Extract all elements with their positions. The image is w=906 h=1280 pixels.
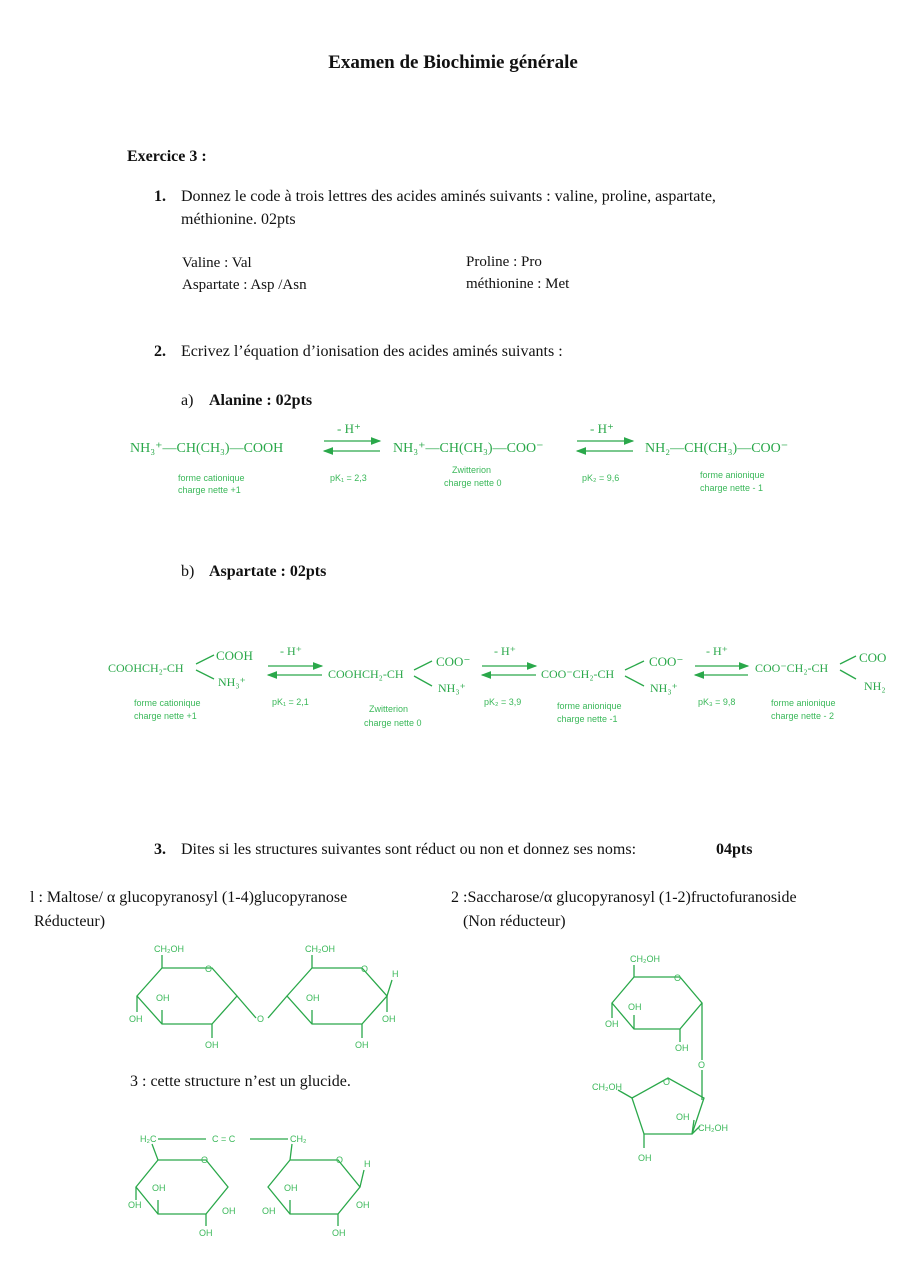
alanine-arrow-label-2: - H⁺ bbox=[590, 421, 614, 436]
structure-label: OH bbox=[356, 1200, 370, 1210]
question-3-number: 3. bbox=[154, 841, 166, 858]
exercise-heading: Exercice 3 : bbox=[127, 148, 207, 165]
structure-label: C = C bbox=[212, 1134, 236, 1144]
structure-label: charge nette 0 bbox=[364, 718, 422, 728]
structure-label: OH bbox=[332, 1228, 346, 1238]
page-title: Examen de Biochimie générale bbox=[328, 52, 578, 73]
structure-label: OH bbox=[676, 1112, 690, 1122]
alanine-ionisation-scheme bbox=[130, 421, 788, 495]
alanine-caption-cation-2: charge nette +1 bbox=[178, 485, 241, 495]
alanine-label: Alanine : 02pts bbox=[209, 392, 313, 409]
structure-label: O bbox=[201, 1155, 209, 1165]
structure-label: OH bbox=[638, 1153, 652, 1163]
structure-label: charge nette -1 bbox=[557, 714, 618, 724]
alanine-equilibrium-arrow-2 bbox=[577, 441, 633, 451]
structure-label: COOHCH₂-CH bbox=[108, 661, 184, 675]
structure-label: OH bbox=[262, 1206, 276, 1216]
structure-label: OH bbox=[199, 1228, 213, 1238]
structure-label: OH bbox=[605, 1019, 619, 1029]
structure-label: OH bbox=[205, 1040, 219, 1050]
structure-label: OH bbox=[129, 1014, 143, 1024]
structure-label: forme anionique bbox=[557, 701, 622, 711]
structure-label: OH bbox=[128, 1200, 142, 1210]
alanine-species-zwitterion: NH₃⁺—CH(CH₃)—COO⁻ bbox=[393, 441, 544, 456]
structure-label: OH bbox=[222, 1206, 236, 1216]
alanine-equilibrium-arrow-1 bbox=[324, 441, 380, 451]
structure-2-reducing: (Non réducteur) bbox=[463, 913, 566, 930]
structure-label: COO⁻CH₂-CH bbox=[541, 667, 615, 681]
structure-label: OH bbox=[382, 1014, 396, 1024]
structure-label: - H⁺ bbox=[494, 644, 516, 658]
structure-2-name: 2 :Saccharose/α glucopyranosyl (1-2)fructofuranoside bbox=[451, 889, 797, 906]
structure-label: H bbox=[364, 1159, 371, 1169]
structure-label: charge nette +1 bbox=[134, 711, 197, 721]
question-2-number: 2. bbox=[154, 343, 166, 360]
structure-label: - H⁺ bbox=[706, 644, 728, 658]
structure-1-reducing: Réducteur) bbox=[34, 913, 106, 930]
alanine-pk1: pK₁ = 2,3 bbox=[330, 473, 367, 483]
structure-label: CH₂OH bbox=[698, 1123, 728, 1133]
structure-3-drawing bbox=[128, 1134, 371, 1238]
structure-label: OH bbox=[355, 1040, 369, 1050]
structure-label: O bbox=[674, 973, 682, 983]
structure-label: CH₂OH bbox=[630, 954, 660, 964]
alanine-prefix: a) bbox=[181, 392, 194, 409]
aspartate-ionisation-scheme bbox=[108, 644, 886, 728]
alanine-species-cation: NH₃⁺—CH(CH₃)—COOH bbox=[130, 441, 284, 456]
structure-label: COO⁻ bbox=[436, 654, 471, 669]
structure-label: NH₃⁺ bbox=[650, 681, 678, 695]
structure-label: OH bbox=[284, 1183, 298, 1193]
alanine-caption-anion-1: forme anionique bbox=[700, 470, 765, 480]
structure-label: pK₂ = 3,9 bbox=[484, 697, 522, 707]
structure-label: COO⁻ bbox=[649, 654, 684, 669]
structure-label: COOH bbox=[216, 648, 253, 663]
alanine-caption-zwitterion-1: Zwitterion bbox=[452, 465, 492, 475]
alanine-pk2: pK₂ = 9,6 bbox=[582, 473, 620, 483]
question-3-points: 04pts bbox=[716, 841, 753, 858]
maltose-structure bbox=[129, 944, 399, 1050]
structure-label: O bbox=[336, 1155, 344, 1165]
structure-label: OH bbox=[675, 1043, 689, 1053]
answer-aspartate: Aspartate : Asp /Asn bbox=[182, 277, 307, 293]
structure-label: NH₃⁺ bbox=[438, 681, 466, 695]
structure-label: O bbox=[698, 1060, 706, 1070]
structure-label: OH bbox=[156, 993, 170, 1003]
question-1-line-2: méthionine. 02pts bbox=[181, 211, 296, 228]
alanine-species-anion: NH₂—CH(CH₃)—COO⁻ bbox=[645, 441, 789, 456]
answer-valine: Valine : Val bbox=[182, 255, 252, 271]
question-3-text: Dites si les structures suivantes sont réduct ou non et donnez ses noms: bbox=[181, 841, 637, 858]
structure-label: COOHCH₂-CH bbox=[328, 667, 404, 681]
structure-label: NH₃⁺ bbox=[218, 675, 246, 689]
question-2-text: Ecrivez l’équation d’ionisation des acides aminés suivants : bbox=[181, 343, 563, 360]
structure-label: forme anionique bbox=[771, 698, 836, 708]
structure-label: Zwitterion bbox=[369, 704, 409, 714]
question-1-number: 1. bbox=[154, 188, 166, 205]
structure-label: COO⁻CH₂-CH bbox=[755, 661, 829, 675]
structure-label: NH₂ bbox=[864, 679, 886, 693]
structure-label: O bbox=[205, 964, 213, 974]
answer-methionine: méthionine : Met bbox=[466, 276, 570, 292]
structure-label: CH₂OH bbox=[592, 1082, 622, 1092]
structure-label: H bbox=[392, 969, 399, 979]
structure-label: OH bbox=[306, 993, 320, 1003]
structure-label: O bbox=[361, 964, 369, 974]
saccharose-structure bbox=[592, 954, 728, 1163]
structure-label: - H⁺ bbox=[280, 644, 302, 658]
aspartate-prefix: b) bbox=[181, 563, 195, 580]
structure-label: COO bbox=[859, 650, 887, 665]
structure-label: H₂C bbox=[140, 1134, 157, 1144]
alanine-arrow-label-1: - H⁺ bbox=[337, 421, 361, 436]
structure-label: O bbox=[257, 1014, 265, 1024]
aspartate-label: Aspartate : 02pts bbox=[209, 563, 327, 580]
question-1-line-1: Donnez le code à trois lettres des acides aminés suivants : valine, proline, aspartate, bbox=[181, 188, 716, 205]
structure-label: CH₂ bbox=[290, 1134, 307, 1144]
structure-label: OH bbox=[152, 1183, 166, 1193]
structure-label: CH₂OH bbox=[154, 944, 184, 954]
structure-1-name: l : Maltose/ α glucopyranosyl (1-4)glucopyranose bbox=[30, 889, 348, 906]
answer-proline: Proline : Pro bbox=[466, 254, 542, 270]
structure-label: OH bbox=[628, 1002, 642, 1012]
structure-label: forme cationique bbox=[134, 698, 201, 708]
structure-label: charge nette - 2 bbox=[771, 711, 835, 721]
structure-label: CH₂OH bbox=[305, 944, 335, 954]
structure-label: O bbox=[663, 1077, 671, 1087]
alanine-caption-cation-1: forme cationique bbox=[178, 473, 245, 483]
alanine-caption-zwitterion-2: charge nette 0 bbox=[444, 478, 502, 488]
alanine-caption-anion-2: charge nette - 1 bbox=[700, 483, 764, 493]
structure-label: pK₁ = 2,1 bbox=[272, 697, 309, 707]
structure-3-text: 3 : cette structure n’est un glucide. bbox=[130, 1073, 351, 1090]
structure-label: pK₃ = 9,8 bbox=[698, 697, 736, 707]
